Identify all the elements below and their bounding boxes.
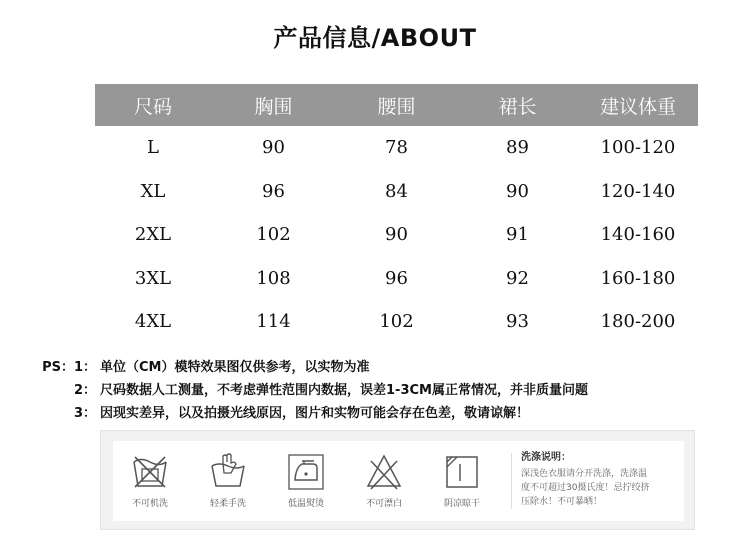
table-cell: 2XL <box>134 224 172 246</box>
note-number: 2： <box>73 383 96 398</box>
table-cell: 92 <box>506 267 529 289</box>
care-instructions <box>100 430 695 530</box>
care-item <box>271 453 341 509</box>
table-cell: XL <box>140 180 166 202</box>
notes <box>32 356 588 425</box>
note-number: PS：1： <box>42 360 96 375</box>
no-bleach-icon <box>365 453 403 491</box>
size-table <box>95 84 698 344</box>
header-weight: 建议体重 <box>599 95 676 118</box>
table-cell: 3XL <box>134 267 172 289</box>
no-machine-wash-icon <box>131 453 169 491</box>
table-cell: 4XL <box>134 311 172 333</box>
table-cell: 108 <box>256 267 291 289</box>
wash-line: 压除水！不可暴晒！ <box>521 497 603 507</box>
wash-line: 度不可超过30摄氏度！忌拧绞挤 <box>521 483 650 493</box>
note-text: 尺码数据人工测量，不考虑弹性范围内数据，误差1-3CM属正常情况，并非质量问题 <box>100 383 588 398</box>
care-label: 不可漂白 <box>365 499 402 509</box>
wash-instructions <box>521 451 681 509</box>
table-cell: 140-160 <box>600 224 676 246</box>
table-cell: 102 <box>256 224 291 246</box>
table-row <box>95 126 698 170</box>
table-cell: 102 <box>379 311 414 333</box>
shade-dry-icon <box>443 453 481 491</box>
table-row <box>95 213 698 257</box>
care-label: 低温熨烫 <box>287 499 324 509</box>
wash-line: 深浅色衣服请分开洗涤，洗涤温 <box>521 469 648 479</box>
care-card <box>113 441 684 521</box>
size-table-header <box>95 84 698 126</box>
care-label: 轻柔手洗 <box>209 499 246 509</box>
note-item <box>32 402 588 425</box>
table-cell: 90 <box>385 224 408 246</box>
hand-wash-icon <box>209 453 247 491</box>
care-item <box>193 453 263 509</box>
header-size: 尺码 <box>133 95 172 118</box>
header-chest: 胸围 <box>254 95 293 118</box>
table-row <box>95 257 698 301</box>
table-cell: 96 <box>262 180 285 202</box>
care-item <box>115 453 185 509</box>
care-item <box>349 453 419 509</box>
table-cell: 90 <box>262 137 285 159</box>
header-waist: 腰围 <box>377 95 416 118</box>
table-cell: 96 <box>385 267 408 289</box>
note-number: 3： <box>73 406 96 421</box>
table-cell: 78 <box>385 137 408 159</box>
table-cell: L <box>147 137 159 159</box>
note-text: 单位（CM）模特效果图仅供参考，以实物为准 <box>100 360 370 375</box>
note-item <box>32 379 588 402</box>
care-label: 阴凉晾干 <box>443 499 480 509</box>
page-title: 产品信息/ABOUT <box>273 24 477 52</box>
table-row <box>95 170 698 214</box>
wash-title: 洗涤说明： <box>521 452 571 463</box>
table-cell: 84 <box>385 180 408 202</box>
low-temp-iron-icon <box>287 453 325 491</box>
table-cell: 89 <box>506 137 529 159</box>
table-cell: 160-180 <box>600 267 676 289</box>
header-skirt-length: 裙长 <box>498 95 537 118</box>
care-item <box>427 453 497 509</box>
care-label: 不可机洗 <box>131 499 168 509</box>
note-item <box>32 356 588 379</box>
note-text: 因现实差异，以及拍摄光线原因，图片和实物可能会存在色差，敬请谅解！ <box>100 406 530 421</box>
table-row <box>95 300 698 344</box>
table-cell: 114 <box>256 311 291 333</box>
table-cell: 90 <box>506 180 529 202</box>
table-cell: 93 <box>506 311 529 333</box>
table-cell: 91 <box>506 224 529 246</box>
table-cell: 180-200 <box>600 311 676 333</box>
divider <box>511 453 512 509</box>
table-cell: 100-120 <box>600 137 676 159</box>
table-cell: 120-140 <box>600 180 676 202</box>
